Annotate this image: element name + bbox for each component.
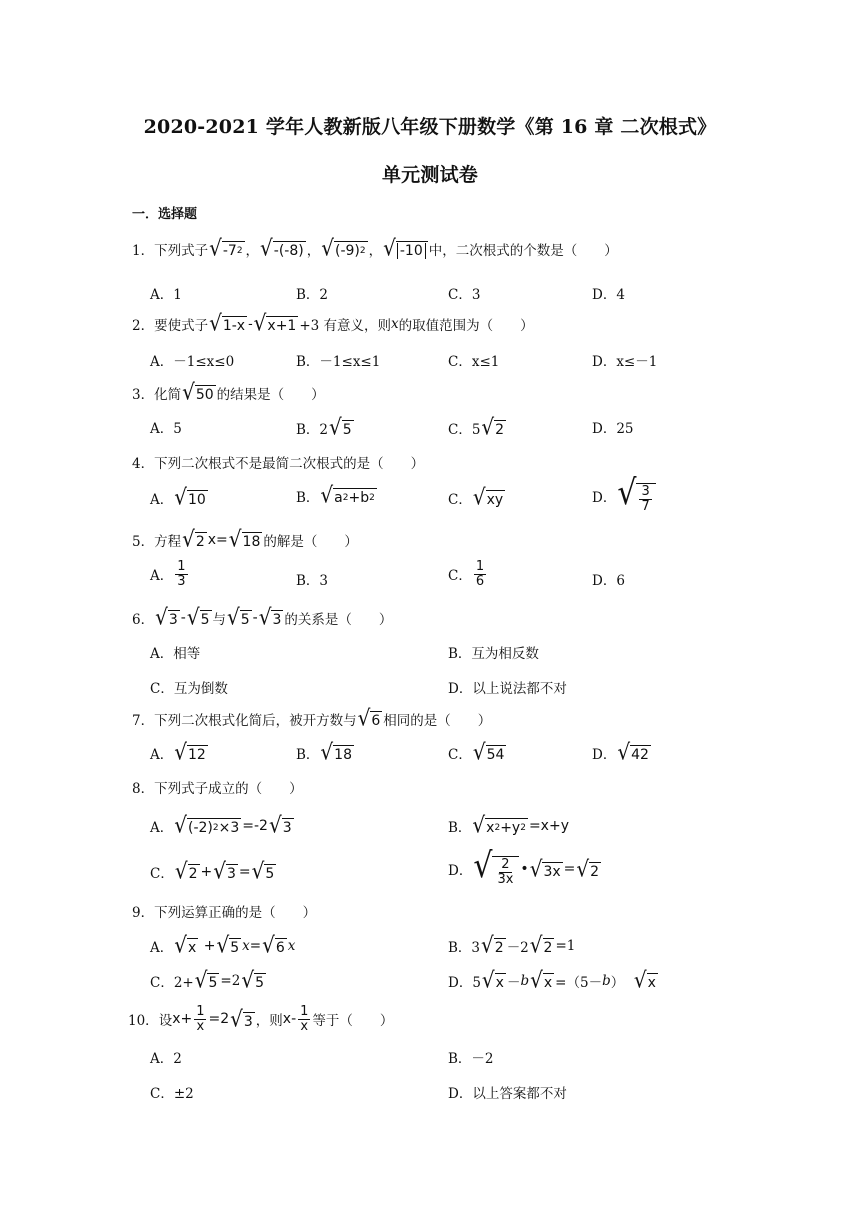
option-b[interactable]: B．－1≤x≤1 xyxy=(296,354,381,370)
option-c[interactable]: C． √ 54 xyxy=(448,738,505,766)
question-10-stem: 10． 设 x+ $\frac{1}{x}$ =2 √ 3 ，则 x- $\frac{1}{x}$ 等于（ ） xyxy=(128,1004,394,1034)
option-d[interactable]: D． √ $\frac{2}{3x}$ • √ 3x = √ 2 xyxy=(448,845,600,887)
option-d[interactable]: D． √ $\frac{3}{7}$ xyxy=(592,479,657,513)
radical-expression: √ 18 xyxy=(228,525,261,553)
option-a[interactable]: A．1 xyxy=(150,287,182,303)
option-b[interactable]: B． √ x 2 +y 2 =x+y xyxy=(448,811,569,839)
question-6-stem: 6． √ 3 - √ 5 与 √ 5 - √ 3 的关系是（ ） xyxy=(132,603,393,631)
option-b[interactable]: B．3 xyxy=(296,573,329,589)
option-d[interactable]: D．4 xyxy=(592,287,625,303)
option-a[interactable]: A． √ 10 xyxy=(150,483,206,511)
option-a[interactable]: A． √ 12 xyxy=(150,738,206,766)
option-a[interactable]: A． √ x + √ 5 x = √ 6 x xyxy=(150,931,296,959)
option-b[interactable]: B．－2 xyxy=(448,1051,494,1067)
radical-expression: √ -10 xyxy=(383,238,428,259)
radical-expression: √ 2 xyxy=(182,525,205,553)
option-c[interactable]: C．±2 xyxy=(150,1086,194,1102)
option-b[interactable]: B． √ a 2 +b 2 xyxy=(296,481,375,509)
option-d[interactable]: D．25 xyxy=(592,421,634,437)
question-1-stem: 1． 下列式子 √ -7 2 ， √ -(-8) ， √ (-9) 2 ， √ -10 中，二次根式的个数是（ ） xyxy=(132,234,618,262)
option-d[interactable]: D．6 xyxy=(592,573,625,589)
option-c[interactable]: C． $\frac{1}{6}$ xyxy=(448,559,485,589)
option-a[interactable]: A．5 xyxy=(150,421,182,437)
radical-expression: √ -7 2 xyxy=(209,234,243,262)
option-c[interactable]: C． √ 2 + √ 3 = √ 5 xyxy=(150,857,275,885)
question-7-stem: 7． 下列二次根式化简后，被开方数与 √ 6 相同的是（ ） xyxy=(132,704,492,732)
section-heading: 一．选择题 xyxy=(132,207,198,222)
radical-expression: √ 50 xyxy=(182,378,214,406)
option-c[interactable]: C．5 √ 2 xyxy=(448,413,505,441)
question-5-stem: 5． 方程 √ 2 x= √ 18 的解是（ ） xyxy=(132,525,358,553)
option-a[interactable]: A．2 xyxy=(150,1051,182,1067)
option-a[interactable]: A．－1≤x≤0 xyxy=(150,354,235,370)
question-4-stem: 4． 下列二次根式不是最简二次根式的是（ ） xyxy=(132,456,425,472)
option-b[interactable]: B．2 √ 5 xyxy=(296,413,352,441)
option-d[interactable]: D．以上说法都不对 xyxy=(448,681,567,697)
option-b[interactable]: B． √ 18 xyxy=(296,738,352,766)
question-8-stem: 8． 下列式子成立的（ ） xyxy=(132,781,303,797)
option-d[interactable]: D．5 √ x － b √ x =（5－ b ） √ x xyxy=(448,966,656,994)
question-2-stem: 2． 要使式子 √ 1-x - √ x+1 +3 有意义，则 x 的取值范围为（ ） xyxy=(132,309,534,337)
question-number: 1． xyxy=(132,242,155,259)
radical-expression: √ -(-8) xyxy=(260,234,304,262)
option-c[interactable]: C．x≤1 xyxy=(448,354,500,370)
option-a[interactable]: A． √ (-2) 2 ×3 =-2 √ 3 xyxy=(150,811,292,839)
exam-title-line2: 单元测试卷 xyxy=(381,164,478,186)
option-a[interactable]: A．相等 xyxy=(150,646,201,662)
option-b[interactable]: B．3 √ 2 －2 √ 2 =1 xyxy=(448,931,576,959)
question-3-stem: 3． 化简 √ 50 的结果是（ ） xyxy=(132,378,325,406)
option-d[interactable]: D．以上答案都不对 xyxy=(448,1086,567,1102)
radical-expression: √ 1-x xyxy=(209,309,246,337)
option-c[interactable]: C．2+ √ 5 =2 √ 5 xyxy=(150,966,264,994)
option-b[interactable]: B．互为相反数 xyxy=(448,646,539,662)
option-d[interactable]: D．x≤－1 xyxy=(592,354,658,370)
exam-title-line1: 2020-2021 学年人教新版八年级下册数学《第 16 章 二次根式》 xyxy=(143,116,717,138)
option-c[interactable]: C．3 xyxy=(448,287,481,303)
radical-expression: √ (-9) 2 xyxy=(321,234,366,262)
option-d[interactable]: D． √ 42 xyxy=(592,738,649,766)
option-c[interactable]: C．互为倒数 xyxy=(150,681,228,697)
question-9-stem: 9． 下列运算正确的是（ ） xyxy=(132,905,317,921)
option-b[interactable]: B．2 xyxy=(296,287,329,303)
radical-expression: √ x+1 xyxy=(253,309,297,337)
option-a[interactable]: A． $\frac{1}{3}$ xyxy=(150,559,186,589)
option-c[interactable]: C． √ xy xyxy=(448,483,504,511)
